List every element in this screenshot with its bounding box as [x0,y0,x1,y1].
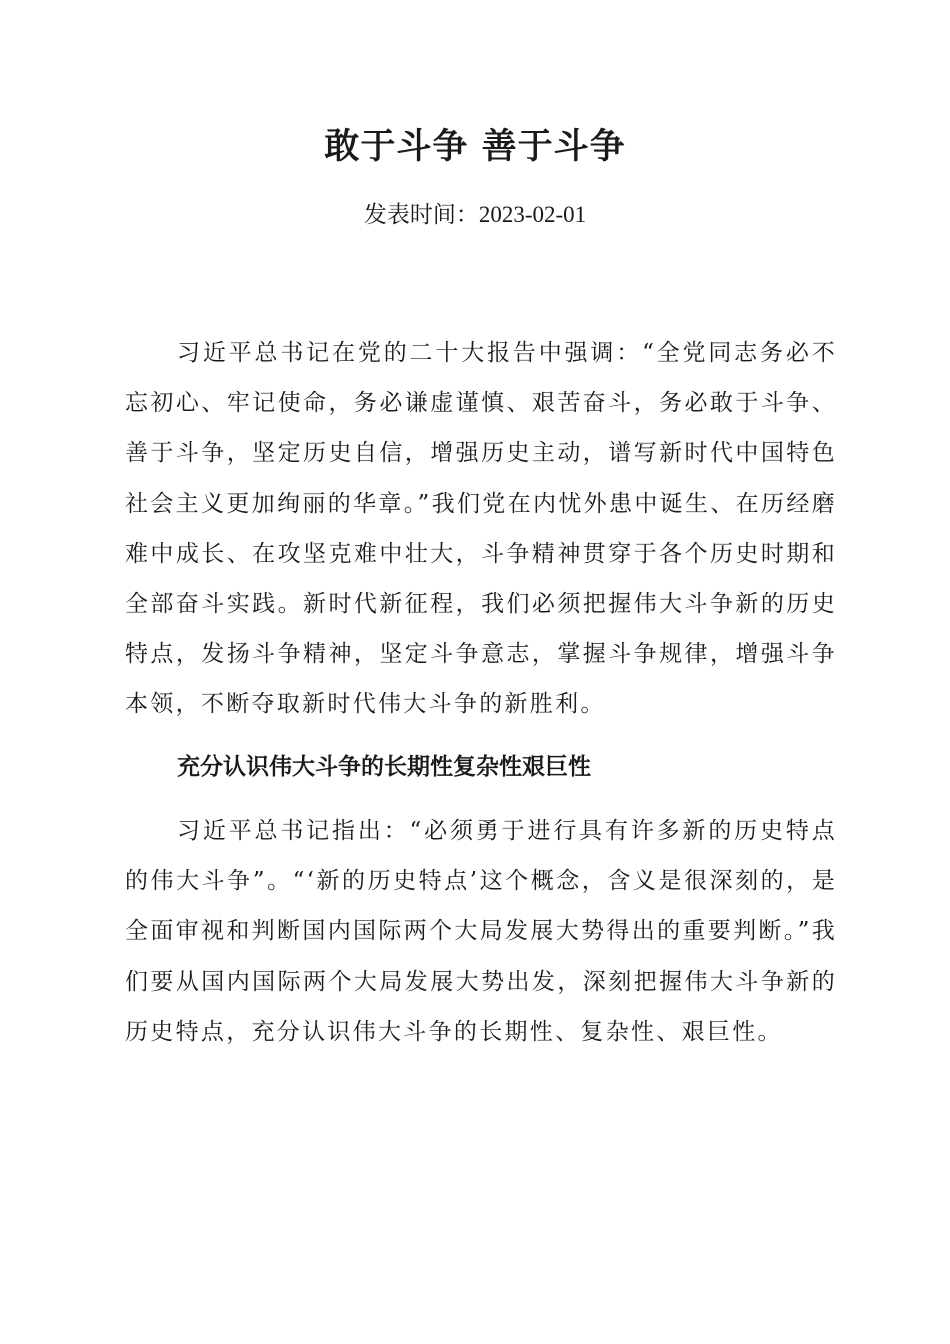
document-title: 敢于斗争 善于斗争 [324,126,626,167]
section-heading: 充分认识伟大斗争的长期性复杂性艰巨性 [177,754,591,780]
publish-date-label: 发表时间： [363,202,479,228]
paragraph-section-1: 习近平总书记指出：“必须勇于进行具有许多新的历史特点的伟大斗争”。“‘新的历史特点’这个概念，含义是很深刻的，是全面审视和判断国内国际两个大局发展大势得出的重要判断。”我们要从国内国际两个大局发展大势出发，深刻把握伟大斗争新的历史特点，充分认识伟大斗争的长期性、复杂性、艰巨性。 [125,818,837,1045]
paragraph-intro: 习近平总书记在党的二十大报告中强调：“全党同志务必不忘初心、牢记使命，务必谦虚谨慎、艰苦奋斗，务必敢于斗争、善于斗争，坚定历史自信，增强历史主动，谱写新时代中国特色社会主义更加绚丽的华章。”我们党在内忧外患中诞生、在历经磨难中成长、在攻坚克难中壮大，斗争精神贯穿于各个历史时期和全部奋斗实践。新时代新征程，我们必须把握伟大斗争新的历史特点，发扬斗争精神，坚定斗争意志，掌握斗争规律，增强斗争本领，不断夺取新时代伟大斗争的新胜利。 [125,340,837,718]
publish-date-value: 2023-02-01 [478,202,587,227]
publish-date-line [0,198,950,232]
